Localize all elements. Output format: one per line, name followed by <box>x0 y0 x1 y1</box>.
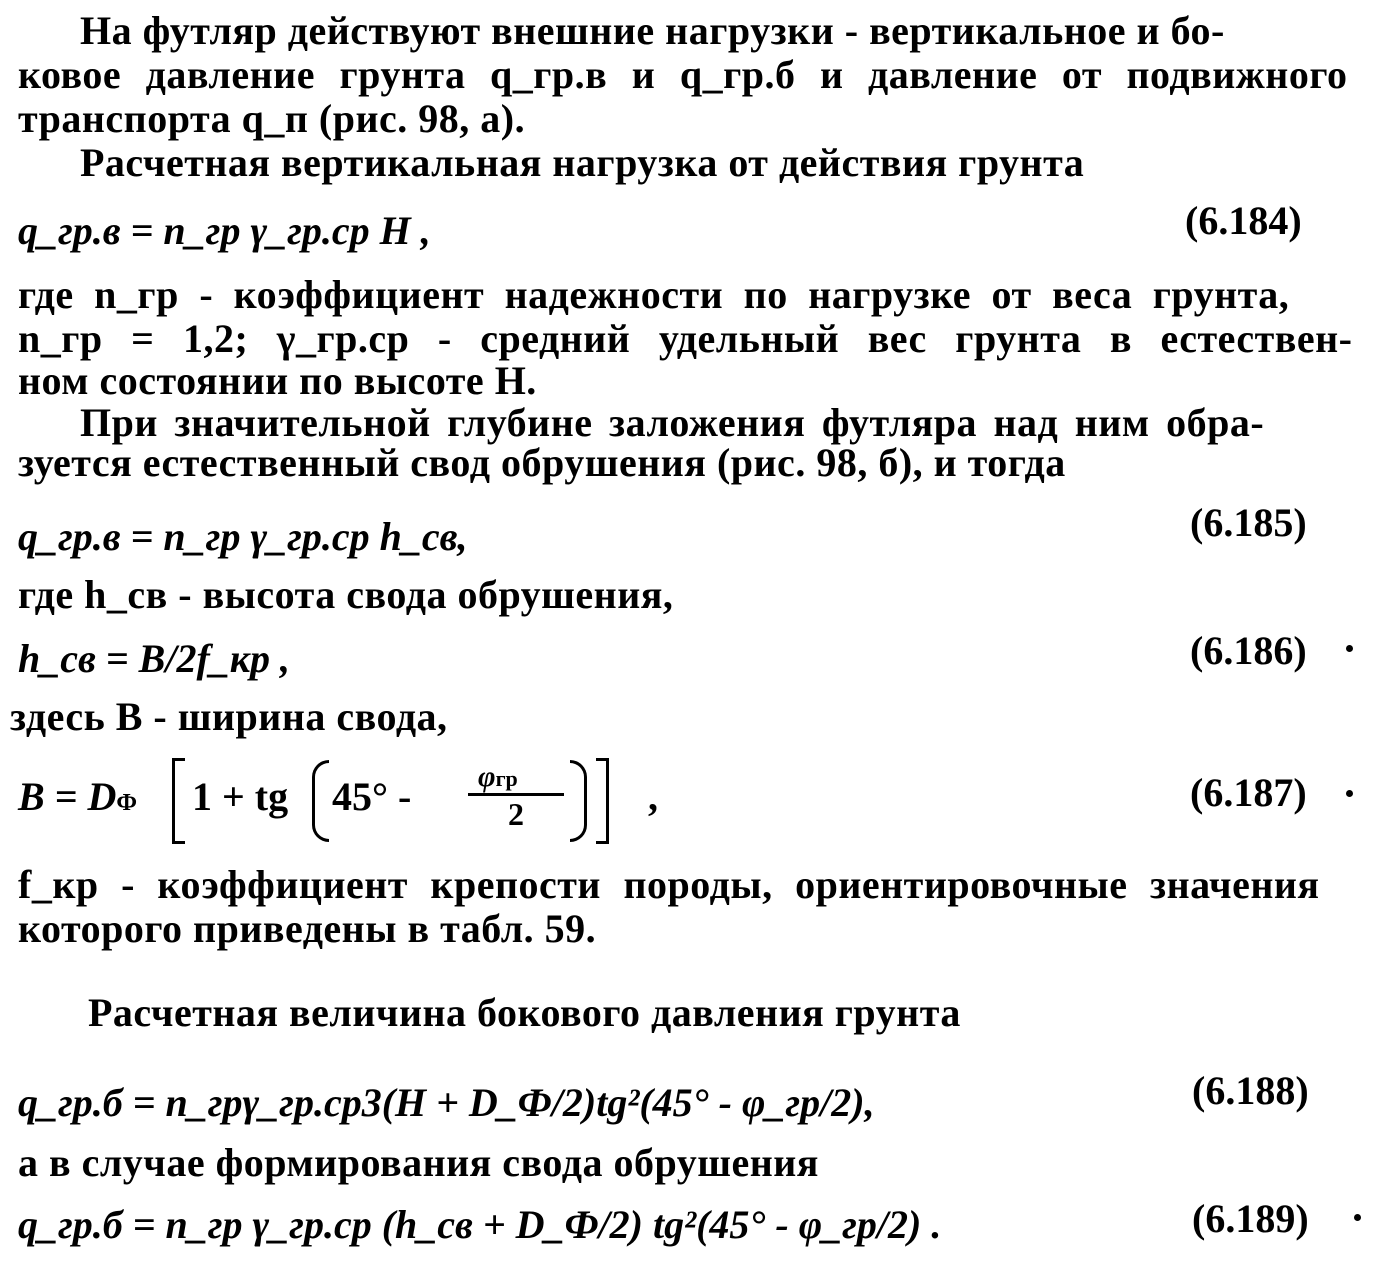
eq187-paren-left <box>312 760 329 842</box>
eq187-fraction-denominator: 2 <box>508 796 524 832</box>
eq187-lhs: B = D <box>18 774 117 819</box>
equation-number-6-189: (6.189) <box>1192 1196 1309 1241</box>
para4-line2: зуется естественный свод обрушения (рис. 98, б), и тогда <box>18 440 1066 485</box>
para1-line3: транспорта q_п (рис. 98, а). <box>18 96 526 141</box>
para7-line1: f_кр - коэффициент крепости породы, ориентировочные значения <box>18 862 1320 907</box>
para3-line2: n_гр = 1,2; γ_гр.ср - средний удельный вес грунта в естествен- <box>18 316 1353 361</box>
eq187-square-bracket-left <box>172 758 185 844</box>
equation-6-188: q_гр.б = n_грγ_гр.ср3(H + D_Ф/2)tg²(45° - φ_гр/2), <box>18 1080 875 1125</box>
eq187-angle: 45° - <box>332 774 412 819</box>
equation-number-6-186: (6.186) <box>1190 628 1307 673</box>
para2: Расчетная вертикальная нагрузка от действия грунта <box>80 140 1085 185</box>
para3-line1: где n_гр - коэффициент надежности по нагрузке от веса грунта, <box>18 272 1290 317</box>
scan-mark-2 <box>1346 790 1353 797</box>
eq187-lhs-sub: Ф <box>116 790 137 816</box>
eq187-phi: φ <box>478 760 496 793</box>
eq187-inner: 1 + tg <box>192 774 289 819</box>
scan-mark-1 <box>1346 645 1353 652</box>
para5: где h_св - высота свода обрушения, <box>18 572 674 617</box>
para1-line1 <box>80 8 1338 54</box>
equation-6-186: h_св = B/2f_кр , <box>18 636 291 681</box>
scan-mark-3 <box>1354 1214 1361 1221</box>
equation-number-6-187: (6.187) <box>1190 770 1307 815</box>
equation-number-6-184: (6.184) <box>1185 198 1302 243</box>
equation-6-189: q_гр.б = n_гр γ_гр.ср (h_св + D_Ф/2) tg²(45° - φ_гр/2) . <box>18 1202 942 1247</box>
equation-6-187-lhs <box>18 774 137 826</box>
para1-line1-text: На футляр действуют внешние нагрузки - вертикальное и бо- <box>80 8 1225 53</box>
eq187-paren-right <box>570 760 587 842</box>
equation-number-6-185: (6.185) <box>1190 500 1307 545</box>
para8: Расчетная величина бокового давления грунта <box>88 990 961 1035</box>
para3-line3: ном состоянии по высоте H. <box>18 358 537 403</box>
para4-line1: При значительной глубине заложения футляра над ним обра- <box>80 400 1265 445</box>
eq187-tail: , <box>648 774 658 819</box>
equation-6-184: q_гр.в = n_гр γ_гр.ср H , <box>18 208 431 253</box>
equation-number-6-188: (6.188) <box>1192 1068 1309 1113</box>
para9: а в случае формирования свода обрушения <box>18 1140 819 1185</box>
para1-line2: ковое давление грунта q_гр.в и q_гр.б и давление от подвижного <box>18 52 1348 97</box>
equation-6-185: q_гр.в = n_гр γ_гр.ср h_св, <box>18 514 468 559</box>
eq187-phi-sub: гр <box>495 766 518 791</box>
eq187-square-bracket-right <box>596 758 609 844</box>
para7-line2: которого приведены в табл. 59. <box>18 906 597 951</box>
para6: здесь B - ширина свода, <box>10 694 448 739</box>
